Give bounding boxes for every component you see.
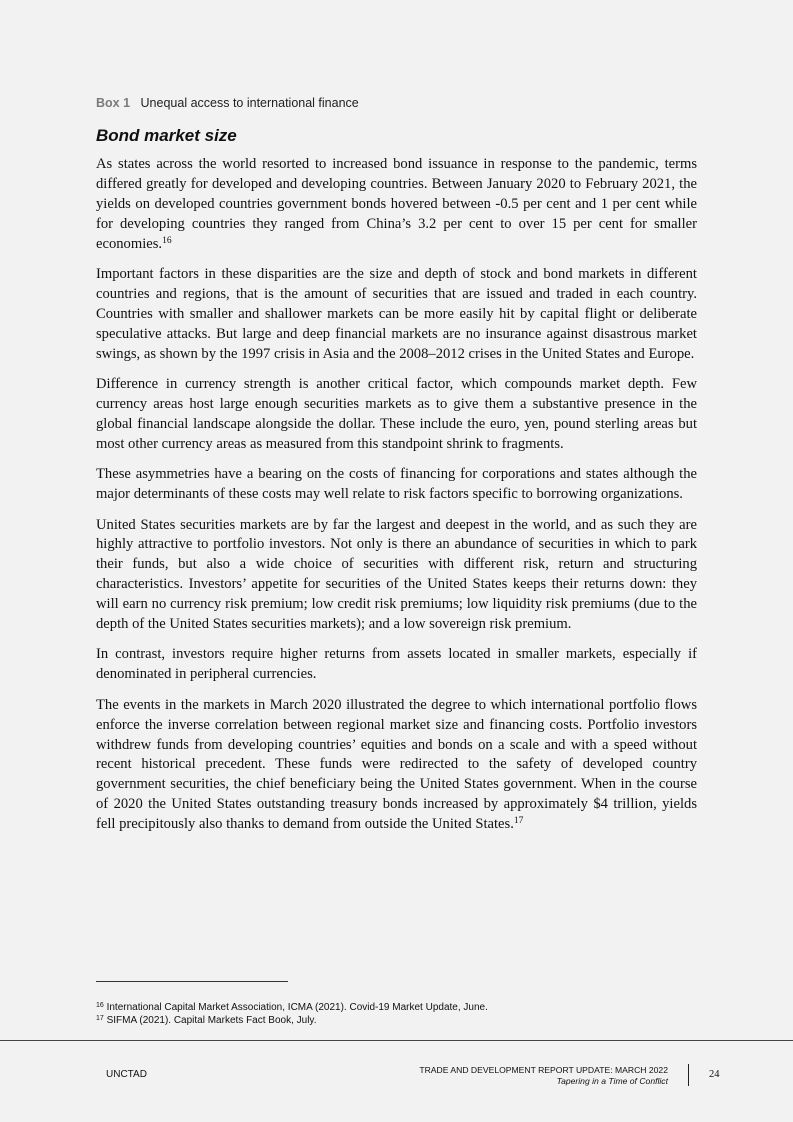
footnote-divider xyxy=(96,981,288,982)
footer-organization: UNCTAD xyxy=(106,1069,147,1080)
paragraph-text: As states across the world resorted to increased bond issuance in response to the pandemic, terms differed greatly for developed and developing countries. Between January 2020 to February 2021, the yields on developed countries government bonds hovered between -0.5 per cent and 1 per cent while for developing countries they ranged from China’s 3.2 per cent to over 15 per cent for smaller economies. xyxy=(96,156,697,252)
paragraph-text: In contrast, investors require higher returns from assets located in smaller markets, especially if denominated in peripheral currencies. xyxy=(96,646,697,683)
paragraph-text: Difference in currency strength is another critical factor, which compounds market depth. Few currency areas host large enough securities markets as to give them a substantive presence in the global financial landscape alongside the dollar. These include the euro, yen, pound sterling areas but most other currency areas as measured from this standpoint shrink to fragments. xyxy=(96,376,697,452)
footnote-text: International Capital Market Association, ICMA (2021). Covid-19 Market Update, June. xyxy=(106,1002,488,1013)
footnote-ref[interactable]: 16 xyxy=(162,235,172,246)
footnote xyxy=(96,1001,488,1014)
section-title: Bond market size xyxy=(96,126,237,145)
paragraph xyxy=(96,465,697,505)
footnotes xyxy=(96,1001,488,1027)
paragraph xyxy=(96,375,697,455)
footer-report-info xyxy=(419,1065,668,1086)
footnote-number: 17 xyxy=(96,1015,104,1022)
paragraph-text: The events in the markets in March 2020 illustrated the degree to which international portfolio flows enforce the inverse correlation between regional market size and financing costs. Portfolio investors withdrew funds from developing countries’ equities and bonds on a scale and with a speed without recent historical precedent. These funds were redirected to the safety of developed country government securities, the chief beneficiary being the United States government. When in the course of 2020 the United States outstanding treasury bonds increased by approximately $4 trillion, yields fell precipitously also thanks to demand from outside the United States. xyxy=(96,696,697,833)
paragraph xyxy=(96,155,697,255)
paragraph xyxy=(96,696,697,835)
body-text xyxy=(96,155,697,846)
box-number: Box 1 xyxy=(96,96,131,110)
footer-report-subtitle: Tapering in a Time of Conflict xyxy=(556,1075,668,1086)
paragraph-text: Important factors in these disparities are the size and depth of stock and bond markets in different countries and regions, that is the amount of securities that are issued and traded in each country. Countries with smaller and shallower markets can be more easily hit by capital flight or deliberate speculative attacks. But large and deep financial markets are no insurance against disastrous market swings, as shown by the 1997 crisis in Asia and the 2008–2012 crises in the United States and Europe. xyxy=(96,266,697,362)
paragraph-text: These asymmetries have a bearing on the costs of financing for corporations and states although the major determinants of these costs may well relate to risk factors specific to borrowing organizations. xyxy=(96,466,697,503)
paragraph xyxy=(96,645,697,685)
page-number: 24 xyxy=(709,1069,720,1080)
footer-report-title: TRADE AND DEVELOPMENT REPORT UPDATE: MARCH 2022 xyxy=(419,1065,668,1075)
footer-divider xyxy=(0,1040,793,1041)
paragraph xyxy=(96,265,697,365)
footnote xyxy=(96,1014,488,1027)
footer-vertical-divider xyxy=(688,1064,689,1086)
paragraph-text: United States securities markets are by far the largest and deepest in the world, and as such they are highly attractive to portfolio investors. Not only is there an abundance of securities in which to park their funds, but also a wide choice of securities with different risk, return and structuring characteristics. Investors’ appetite for securities of the United States keeps their returns down: they will earn no currency risk premium; low credit risk premiums; low liquidity risk premiums (due to the depth of the United States securities markets); and a low sovereign risk premium. xyxy=(96,516,697,633)
footnote-ref[interactable]: 17 xyxy=(513,816,524,827)
box-label xyxy=(96,96,359,110)
box-title: Unequal access to international finance xyxy=(140,96,359,110)
footnote-text: SIFMA (2021). Capital Markets Fact Book, July. xyxy=(106,1015,317,1026)
footnote-number: 16 xyxy=(96,1002,104,1009)
paragraph xyxy=(96,516,697,635)
